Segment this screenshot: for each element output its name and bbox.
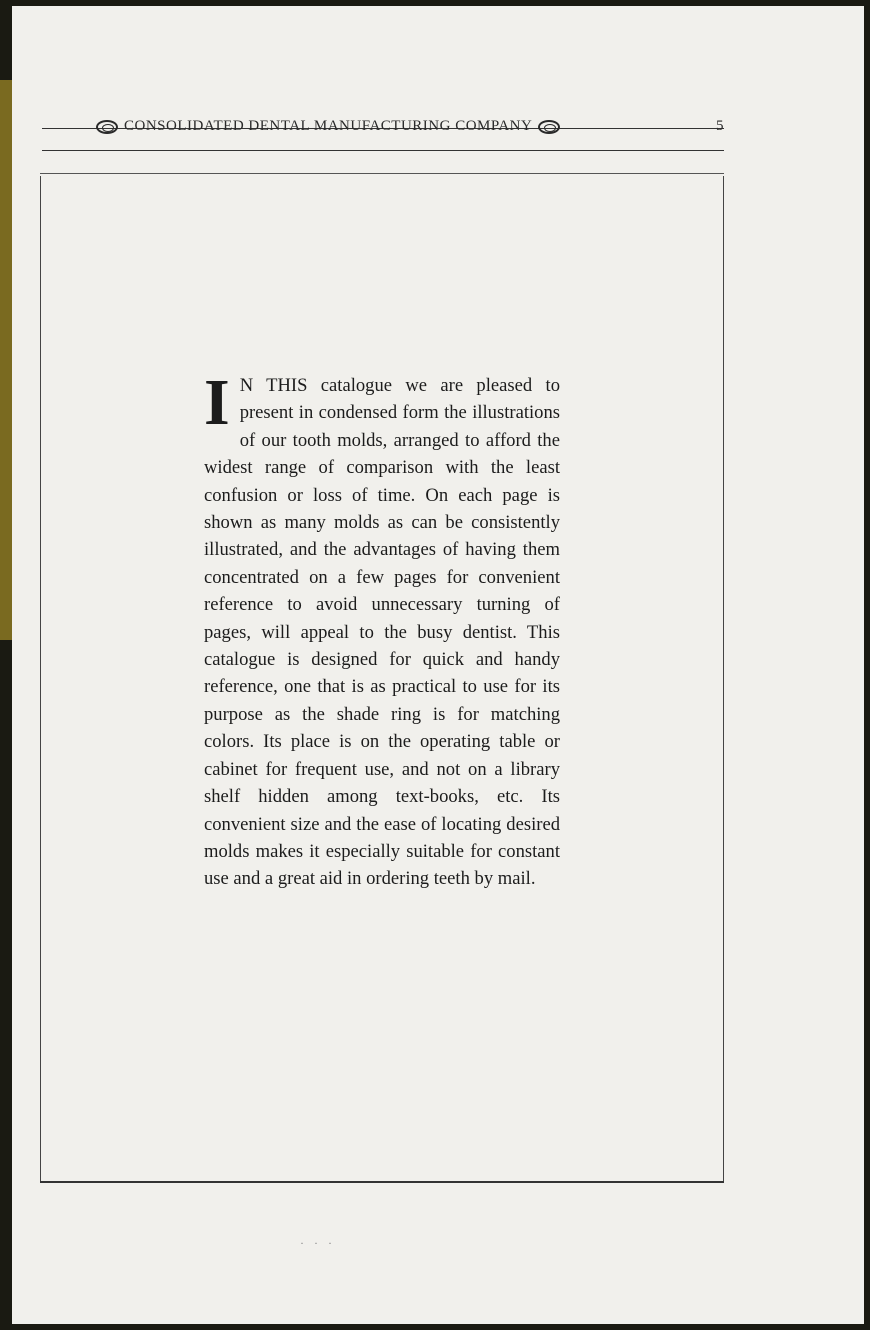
book-spine <box>0 80 12 640</box>
intro-paragraph <box>204 366 560 893</box>
running-header <box>96 118 666 135</box>
frame-bottom-rule <box>40 1181 724 1183</box>
header-rule-bottom <box>42 150 724 151</box>
ornament-dots: ··· <box>300 1236 342 1250</box>
drop-cap: I <box>204 366 230 439</box>
page-number: 5 <box>716 118 724 134</box>
frame-top-rule <box>40 173 724 174</box>
company-logo-icon <box>96 120 118 134</box>
paragraph-text: N THIS catalogue we are pleased to present in condensed form the illustrations of our tooth molds, arranged to afford the widest range of comparison with the least confusion or loss of time. On each page is shown as many molds as can be consistently illustrated, and the advantages of having them concentrated on a few pages for convenient reference to avoid unnecessary turning of pages, will appeal to the busy dentist. This catalogue is designed for quick and handy reference, one that is as practical to use for its purpose as the shade ring is for matching colors. Its place is on the operating table or cabinet for frequent use, and not on a library shelf hidden among text-books, etc. Its convenient size and the ease of locating desired molds makes it especially suitable for constant use and a great aid in ordering teeth by mail. <box>204 375 560 890</box>
company-logo-icon <box>538 120 560 134</box>
company-name: CONSOLIDATED DENTAL MANUFACTURING COMPANY <box>124 118 533 134</box>
